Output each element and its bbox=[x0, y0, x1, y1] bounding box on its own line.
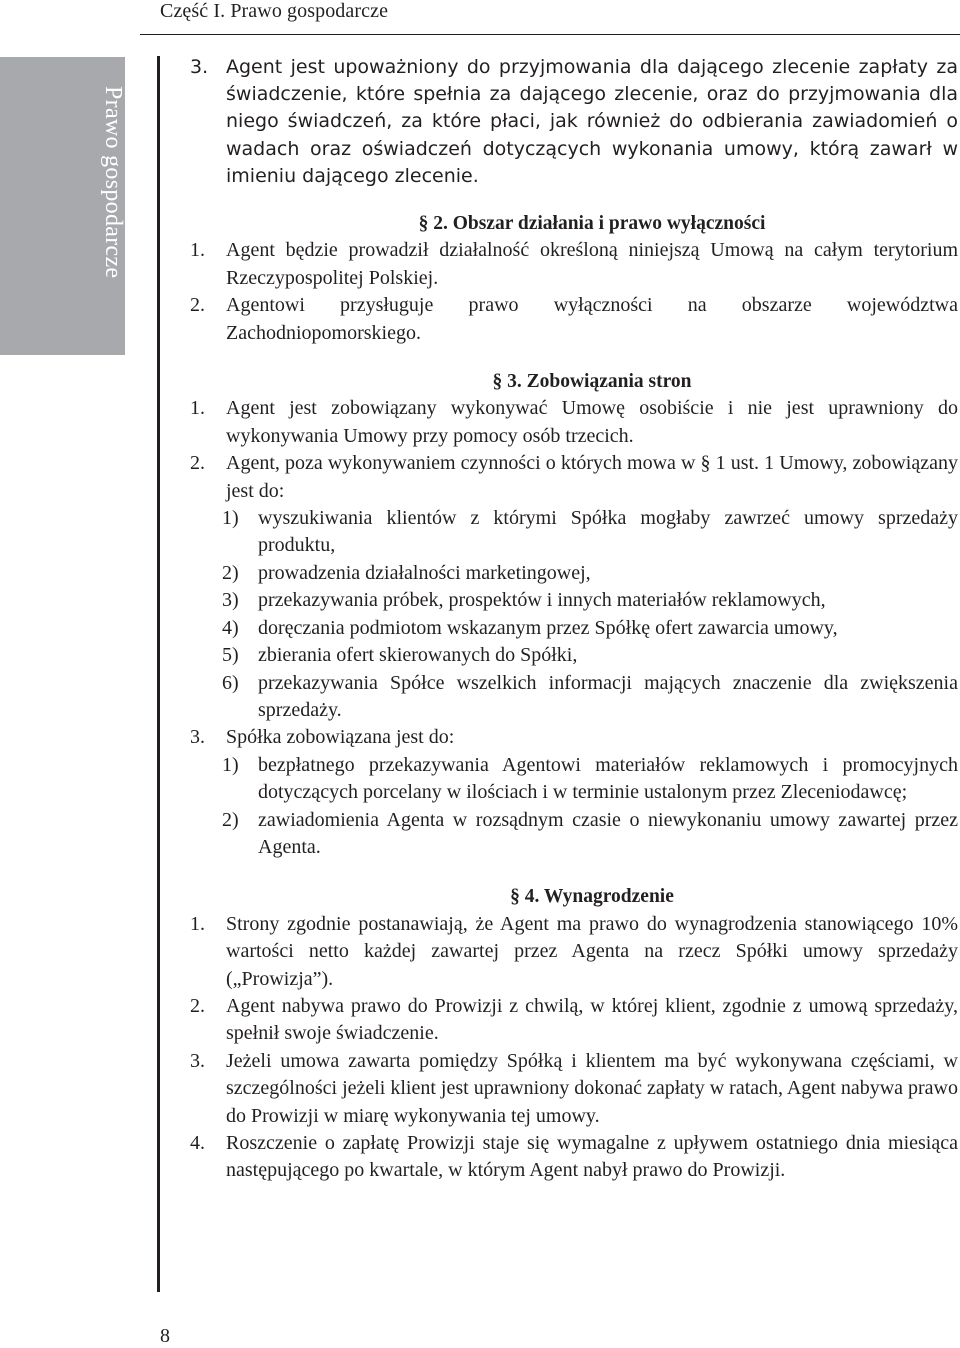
sub-list-item bbox=[222, 670, 958, 725]
item-number: 2. bbox=[190, 994, 205, 1017]
item-number: 1. bbox=[190, 397, 205, 420]
item-number: 1. bbox=[190, 239, 205, 262]
item-number: 2. bbox=[190, 452, 205, 475]
item-text: Agent nabywa prawo do Prowizji z chwilą, w której klient, zgodnie z umową sprzedaży, spełnił swoje świadczenie. bbox=[226, 994, 958, 1045]
item-text: Agent będzie prowadził działalność określoną niniejszą Umową na całym terytorium Rzeczypospolitej Polskiej. bbox=[226, 239, 958, 289]
list-item bbox=[190, 724, 958, 751]
sub-list-item bbox=[222, 642, 958, 669]
paragraph-number: 3. bbox=[190, 56, 209, 78]
section-heading-4: § 4. Wynagrodzenie bbox=[510, 886, 674, 908]
item-text: Agent jest zobowiązany wykonywać Umowę osobiście i nie jest uprawniony do wykonywania Umowy przy pomocy osób trzecich. bbox=[226, 397, 958, 447]
sub-list-item bbox=[222, 807, 958, 862]
list-item bbox=[190, 1048, 958, 1130]
sub-item-number: 2) bbox=[222, 808, 239, 831]
sub-item-number: 1) bbox=[222, 753, 239, 776]
sub-item-text: przekazywania próbek, prospektów i innych materiałów reklamowych, bbox=[258, 589, 826, 612]
header-rule bbox=[140, 34, 960, 35]
side-tab-label: Prawo gospodarcze bbox=[100, 86, 126, 279]
sub-item-text: zbierania ofert skierowanych do Spółki, bbox=[258, 644, 578, 667]
paragraph-text: Agent jest upoważniony do przyjmowania dla dającego zlecenie zapłaty za świadczenie, które spełnia za dającego zlecenie, oraz do przyjmowania dla niego świadczeń, za które płaci, jak również do odbierania zawiadomień o wadach oraz oświadczeń dotyczących wykonania umowy, którą zawarł w imieniu dającego zlecenie. bbox=[226, 56, 958, 187]
sub-item-number: 6) bbox=[222, 671, 239, 694]
item-number: 1. bbox=[190, 912, 205, 935]
sub-item-text: doręczania podmiotom wskazanym przez Spółkę ofert zawarcia umowy, bbox=[258, 616, 838, 639]
sub-item-number: 2) bbox=[222, 561, 239, 584]
list-item bbox=[190, 237, 958, 292]
sub-item-number: 1) bbox=[222, 507, 239, 530]
item-text: Agent, poza wykonywaniem czynności o których mowa w § 1 ust. 1 Umowy, zobowiązany jest do: bbox=[226, 452, 958, 502]
list-item bbox=[190, 911, 958, 993]
item-number: 3. bbox=[190, 1049, 205, 1072]
list-item bbox=[190, 292, 958, 347]
paragraph-intro bbox=[190, 54, 958, 190]
list-item bbox=[190, 1130, 958, 1185]
sub-item-number: 3) bbox=[222, 589, 239, 612]
margin-rule bbox=[157, 56, 160, 1292]
item-text: Roszczenie o zapłatę Prowizji staje się wymagalne z upływem ostatniego dnia miesiąca następującego po kwartale, w którym Agent nabył prawo do Prowizji. bbox=[226, 1132, 958, 1182]
sub-list-item bbox=[222, 505, 958, 560]
sub-list-item bbox=[222, 560, 958, 587]
sub-item-number: 5) bbox=[222, 644, 239, 667]
item-number: 4. bbox=[190, 1132, 205, 1155]
item-number: 2. bbox=[190, 294, 205, 317]
sub-list-item bbox=[222, 752, 958, 807]
item-text: Jeżeli umowa zawarta pomiędzy Spółką i klientem ma być wykonywana częściami, w szczególności jeżeli klient jest uprawniony dokonać zapłaty w ratach, Agent nabywa prawo do Prowizji w miarę wykonywania tej umowy. bbox=[226, 1049, 958, 1127]
sub-item-text: bezpłatnego przekazywania Agentowi materiałów reklamowych i promocyjnych dotyczących porcelany w ilościach i w terminie ustalonym przez Zleceniodawcę; bbox=[258, 753, 958, 804]
item-text: Agentowi przysługuje prawo wyłączności na obszarze województwa Zachodniopomorskiego. bbox=[226, 294, 958, 344]
page-body bbox=[190, 54, 958, 1185]
sub-item-text: zawiadomienia Agenta w rozsądnym czasie o niewykonaniu umowy zawartej przez Agenta. bbox=[258, 808, 958, 858]
item-text: Strony zgodnie postanawiają, że Agent ma prawo do wynagrodzenia stanowiącego 10% wartości netto każdej zawartej przez Agenta na rzecz Spółki umowy sprzedaży („Prowizja”). bbox=[226, 912, 958, 990]
list-item bbox=[190, 993, 958, 1048]
sub-list-item bbox=[222, 587, 958, 614]
list-item bbox=[190, 450, 958, 505]
sub-item-text: wyszukiwania klientów z którymi Spółka mogłaby zawrzeć umowy sprzedaży produktu, bbox=[258, 507, 958, 557]
running-header: Część I. Prawo gospodarcze bbox=[160, 0, 389, 22]
item-text: Spółka zobowiązana jest do: bbox=[226, 726, 455, 749]
section-heading-2: § 2. Obszar działania i prawo wyłączności bbox=[418, 213, 766, 235]
list-item bbox=[190, 395, 958, 450]
sub-item-text: prowadzenia działalności marketingowej, bbox=[258, 561, 591, 584]
sub-item-text: przekazywania Spółce wszelkich informacji mających znaczenie dla zwiększenia sprzedaży. bbox=[258, 671, 958, 721]
sub-item-number: 4) bbox=[222, 616, 239, 639]
page-number: 8 bbox=[160, 1325, 170, 1347]
item-number: 3. bbox=[190, 726, 205, 749]
section-heading-3: § 3. Zobowiązania stron bbox=[492, 371, 692, 393]
sub-list-item bbox=[222, 615, 958, 642]
